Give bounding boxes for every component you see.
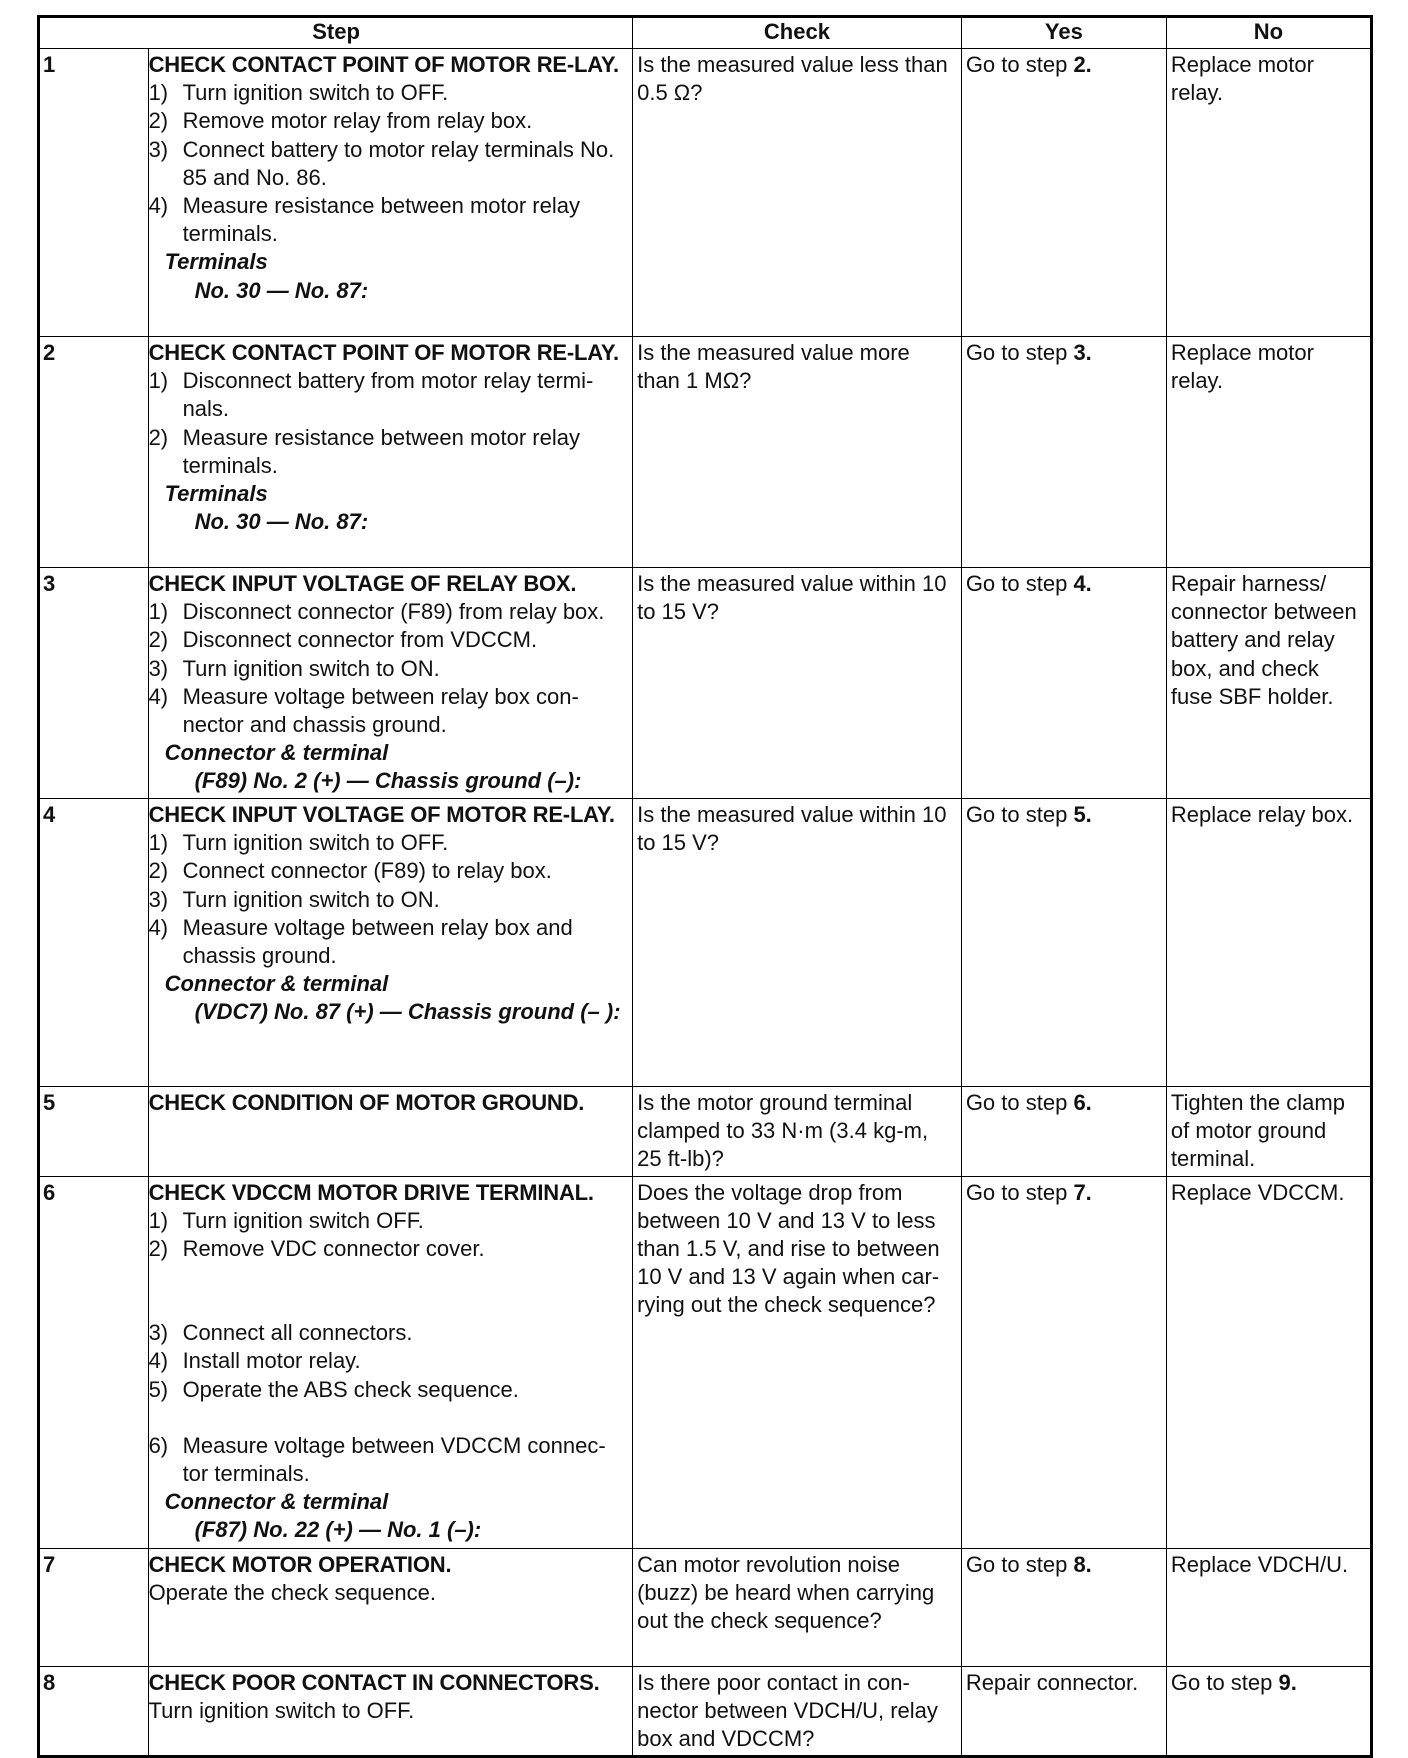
table-row-step-4 [39, 799, 1372, 1087]
check-question: Is the motor ground terminal clamped to 33 N·m (3.4 kg-m, 25 ft-lb)? [633, 1087, 962, 1177]
header-yes: Yes [961, 17, 1166, 49]
yes-step-ref: 7. [1073, 1179, 1092, 1205]
procedure-item: 1) Disconnect connector (F89) from relay box. [148, 599, 605, 625]
procedure-item: 6) Measure voltage between VDCCM connec-tor terminals. [148, 1432, 606, 1487]
no-action: Tighten the clamp of motor ground terminal. [1166, 1087, 1371, 1177]
step-number: 6 [39, 1176, 149, 1548]
yes-action: Go to step 6. [961, 1087, 1166, 1177]
yes-step-ref: 6. [1073, 1090, 1092, 1115]
figure-spacer [149, 1404, 629, 1432]
procedure-item: 3) Connect battery to motor relay terminals No. 85 and No. 86. [148, 136, 615, 190]
step-number: 1 [39, 49, 149, 337]
step-title: CHECK INPUT VOLTAGE OF MOTOR RE-LAY. [148, 802, 615, 827]
check-question: Is the measured value less than 0.5 Ω? [633, 49, 962, 337]
step-title: CHECK INPUT VOLTAGE OF RELAY BOX. [148, 571, 577, 596]
procedure-item: 3) Turn ignition switch to ON. [148, 655, 440, 681]
step-title: CHECK CONDITION OF MOTOR GROUND. [148, 1090, 585, 1115]
procedure-item: 1) Turn ignition switch to OFF. [148, 830, 449, 856]
check-question: Is the measured value within 10 to 15 V? [633, 568, 962, 799]
step-instructions [148, 337, 633, 568]
step-number: 2 [39, 337, 149, 568]
check-question: Is there poor contact in con-nector between VDCH/U, relay box and VDCCM? [633, 1666, 962, 1757]
check-question: Does the voltage drop from between 10 V and 13 V to less than 1.5 V, and rise to between 10 V and 13 V again when car-rying out the check sequence? [633, 1176, 962, 1548]
table-row-step-5 [39, 1087, 1372, 1177]
table-row-step-6 [39, 1176, 1372, 1548]
table-header-row [39, 17, 1372, 49]
procedure-list [149, 829, 629, 970]
spec-label: Terminals [164, 249, 268, 275]
troubleshooting-table-sheet [37, 15, 1373, 1758]
no-action: Go to step 9. [1166, 1666, 1371, 1757]
diagnostic-steps-table [37, 15, 1373, 1758]
check-question: Is the measured value more than 1 MΩ? [633, 337, 962, 568]
procedure-item: 4) Measure voltage between relay box and chassis ground. [148, 914, 573, 969]
check-question: Can motor revolution noise (buzz) be heard when carrying out the check sequence? [633, 1548, 962, 1666]
spec-label: Terminals [164, 481, 268, 507]
yes-action: Go to step 2. [961, 49, 1166, 337]
table-row-step-8 [39, 1666, 1372, 1757]
yes-action: Go to step 8. [961, 1548, 1166, 1666]
yes-action: Go to step 3. [961, 337, 1166, 568]
step-number: 8 [39, 1666, 149, 1757]
procedure-item: 4) Measure resistance between motor relay terminals. [148, 193, 580, 247]
procedure-item: 2) Remove VDC connector cover. [148, 1236, 485, 1262]
yes-step-ref: 3. [1073, 340, 1092, 365]
spec-label: Connector & terminal [164, 740, 389, 766]
yes-action: Repair connector. [961, 1666, 1166, 1757]
procedure-item: 2) Connect connector (F89) to relay box. [148, 858, 552, 884]
step-title: CHECK CONTACT POINT OF MOTOR RE-LAY. [148, 52, 619, 77]
header-check: Check [633, 17, 962, 49]
no-action: Replace VDCH/U. [1166, 1548, 1371, 1666]
step-title: CHECK CONTACT POINT OF MOTOR RE-LAY. [148, 340, 619, 365]
procedure-item: 2) Measure resistance between motor relay terminals. [148, 424, 580, 478]
table-row-step-7 [39, 1548, 1372, 1666]
step-number: 5 [39, 1087, 149, 1177]
no-step-ref: 9. [1278, 1669, 1297, 1695]
spec-value: (VDC7) No. 87 (+) — Chassis ground (– ): [194, 999, 621, 1025]
table-row-step-3 [39, 568, 1372, 799]
step-number: 4 [39, 799, 149, 1087]
no-action: Replace VDCCM. [1166, 1176, 1371, 1548]
procedure-item: 2) Remove motor relay from relay box. [148, 108, 533, 134]
step-instructions [148, 799, 633, 1087]
header-step: Step [39, 17, 633, 49]
step-number: 3 [39, 568, 149, 799]
yes-action: Go to step 4. [961, 568, 1166, 799]
yes-step-ref: 5. [1073, 802, 1092, 827]
procedure-item: 4) Install motor relay. [148, 1348, 361, 1374]
procedure-item: 3) Connect all connectors. [148, 1320, 413, 1346]
step-instructions [148, 1176, 633, 1548]
procedure-list [149, 367, 629, 480]
procedure-list [149, 598, 629, 739]
no-action: Replace relay box. [1166, 799, 1371, 1087]
step-title: CHECK MOTOR OPERATION. [148, 1551, 452, 1577]
no-action: Repair harness/ connector between battery and relay box, and check fuse SBF holder. [1166, 568, 1371, 799]
yes-step-ref: 8. [1073, 1551, 1092, 1577]
step-instructions [148, 568, 633, 799]
step-text: Turn ignition switch to OFF. [148, 1697, 415, 1723]
step-instructions [148, 49, 633, 337]
figure-spacer [149, 1263, 629, 1319]
procedure-item: 4) Measure voltage between relay box con-nector and chassis ground. [148, 683, 579, 738]
procedure-item: 1) Disconnect battery from motor relay termi-nals. [148, 368, 594, 422]
spec-value: No. 30 — No. 87: [194, 277, 369, 303]
yes-step-ref: 4. [1073, 571, 1092, 596]
spec-label: Connector & terminal [164, 971, 389, 997]
procedure-item: 5) Operate the ABS check sequence. [148, 1376, 519, 1402]
table-row-step-1 [39, 49, 1372, 337]
yes-step-ref: 2. [1073, 52, 1092, 77]
yes-action: Go to step 5. [961, 799, 1166, 1087]
spec-value: (F87) No. 22 (+) — No. 1 (–): [194, 1517, 482, 1543]
procedure-item: 2) Disconnect connector from VDCCM. [148, 627, 538, 653]
step-title: CHECK POOR CONTACT IN CONNECTORS. [148, 1669, 600, 1695]
procedure-list [149, 1207, 629, 1263]
step-instructions [148, 1666, 633, 1757]
step-instructions [148, 1087, 633, 1177]
table-row-step-2 [39, 337, 1372, 568]
no-action: Replace motor relay. [1166, 337, 1371, 568]
check-question: Is the measured value within 10 to 15 V? [633, 799, 962, 1087]
procedure-list [149, 79, 629, 248]
procedure-item: 1) Turn ignition switch OFF. [148, 1207, 424, 1233]
header-no: No [1166, 17, 1371, 49]
spec-label: Connector & terminal [164, 1489, 389, 1515]
step-number: 7 [39, 1548, 149, 1666]
step-title: CHECK VDCCM MOTOR DRIVE TERMINAL. [148, 1179, 594, 1205]
step-text: Operate the check sequence. [148, 1579, 436, 1605]
procedure-item: 1) Turn ignition switch to OFF. [148, 80, 449, 106]
spec-value: No. 30 — No. 87: [194, 509, 369, 535]
yes-action: Go to step 7. [961, 1176, 1166, 1548]
spec-value: (F89) No. 2 (+) — Chassis ground (–): [194, 768, 582, 794]
procedure-list [149, 1432, 629, 1488]
step-instructions [148, 1548, 633, 1666]
procedure-item: 3) Turn ignition switch to ON. [148, 886, 440, 912]
procedure-list [149, 1319, 629, 1404]
no-action: Replace motor relay. [1166, 49, 1371, 337]
